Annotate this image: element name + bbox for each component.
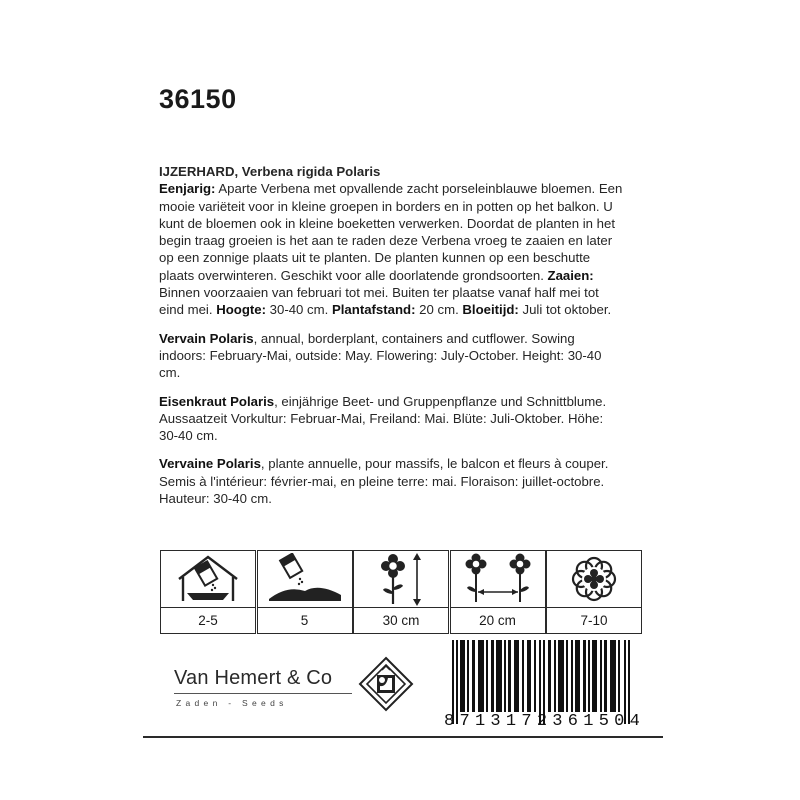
outdoor-sowing-icon — [257, 550, 353, 608]
german-name: Eisenkraut Polaris — [159, 393, 275, 409]
french-description — [159, 455, 624, 507]
barcode-digit: 1 — [505, 712, 517, 731]
dutch-text-4: 20 cm. — [415, 302, 463, 318]
label-spacing: Plantafstand: — [331, 302, 416, 318]
barcode-digit: 1 — [583, 712, 594, 731]
english-name: Vervain Polaris — [159, 330, 254, 346]
cultivation-icons — [160, 550, 642, 634]
indoor-sowing-icon — [160, 550, 256, 608]
barcode-digit: 7 — [459, 712, 470, 731]
barcode-digit: 4 — [629, 712, 640, 731]
icon-box-indoor-sowing — [160, 550, 256, 634]
german-description — [159, 393, 624, 445]
label-annual: Eenjarig: — [159, 181, 216, 197]
flowering-label: 7-10 — [546, 608, 642, 634]
icon-box-plant-spacing — [450, 550, 546, 634]
plant-spacing-icon — [450, 550, 546, 608]
french-name: Vervaine Polaris — [159, 456, 261, 472]
dutch-text-3: 30-40 cm. — [266, 302, 332, 318]
plant-spacing-label: 20 cm — [450, 608, 546, 634]
label-height: Hoogte: — [216, 302, 266, 318]
barcode-digit: 7 — [521, 712, 532, 731]
plant-height-icon — [353, 550, 449, 608]
label-sow: Zaaien: — [547, 267, 594, 283]
brand-tagline: Zaden - Seeds — [176, 698, 288, 708]
brand-emblem-icon — [358, 656, 414, 712]
barcode-digit: 8 — [444, 712, 455, 731]
barcode-digit: 5 — [598, 712, 609, 731]
plant-height-label: 30 cm — [353, 608, 449, 634]
brand-divider — [174, 693, 352, 694]
brand-name: Van Hemert & Co — [174, 667, 333, 689]
french-text: , plante annuelle, pour massifs, le balcon et fleurs à couper. Semis à l'intérieur: février-mai, en pleine terre: mai. Floraison: juillet-octobre. Hauteur: 30-40 cm. — [159, 456, 609, 507]
barcode-digit: 1 — [474, 712, 486, 731]
german-text: , einjährige Beet- und Gruppenpflanze und Schnittblume. Aussaatzeit Vorkultur: Februar-Mai, Freiland: Mai. Blüte: Juli-Oktober. Höhe: 30-40 cm. — [159, 393, 607, 444]
icon-box-flowering — [546, 550, 642, 634]
flowering-icon — [546, 550, 642, 608]
description-block — [159, 163, 624, 518]
barcode-digit: 2 — [536, 712, 548, 731]
barcode-number — [444, 712, 640, 731]
barcode-digit: 0 — [614, 712, 625, 731]
label-bloom: Bloeitijd: — [462, 302, 519, 318]
dutch-text-2: Binnen voorzaaien van februari tot mei. Buiten ter plaatse vanaf half mei tot eind mei. — [159, 285, 599, 318]
outdoor-sowing-label: 5 — [257, 608, 353, 634]
icon-box-outdoor-sowing — [257, 550, 353, 634]
indoor-sowing-label: 2-5 — [160, 608, 256, 634]
barcode-digit: 3 — [552, 712, 563, 731]
dutch-text-1: Aparte Verbena met opvallende zacht porseleinblauwe bloemen. Een mooie variëteit voor in kleine groepen in borders en in potten op het balkon. U kunt de bloemen ook in kleine boeketten verwerken. Doordat de planten in het begin traag groeien is het aan te raden deze Verbena vroeg te zaaien en later op een zonnige plaats uit te planten. De planten kunnen op een beschutte plaats overwinteren. Geschikt voor alle doorlatende grondsoorten. — [159, 181, 623, 283]
bottom-divider — [143, 736, 663, 738]
brand-logo — [160, 660, 356, 716]
english-text: , annual, borderplant, containers and cutflower. Sowing indoors: February-Mai, outside: May. Flowering: July-October. Height: 30-40 cm. — [159, 330, 602, 381]
barcode-digit: 6 — [567, 712, 578, 731]
barcode-digit: 3 — [490, 712, 501, 731]
icon-box-plant-height — [353, 550, 449, 634]
product-title: IJZERHARD, Verbena rigida Polaris — [159, 164, 381, 179]
dutch-description — [159, 180, 624, 318]
product-code: 36150 — [159, 84, 237, 114]
dutch-text-5: Juli tot oktober. — [518, 302, 612, 318]
english-description — [159, 330, 624, 382]
